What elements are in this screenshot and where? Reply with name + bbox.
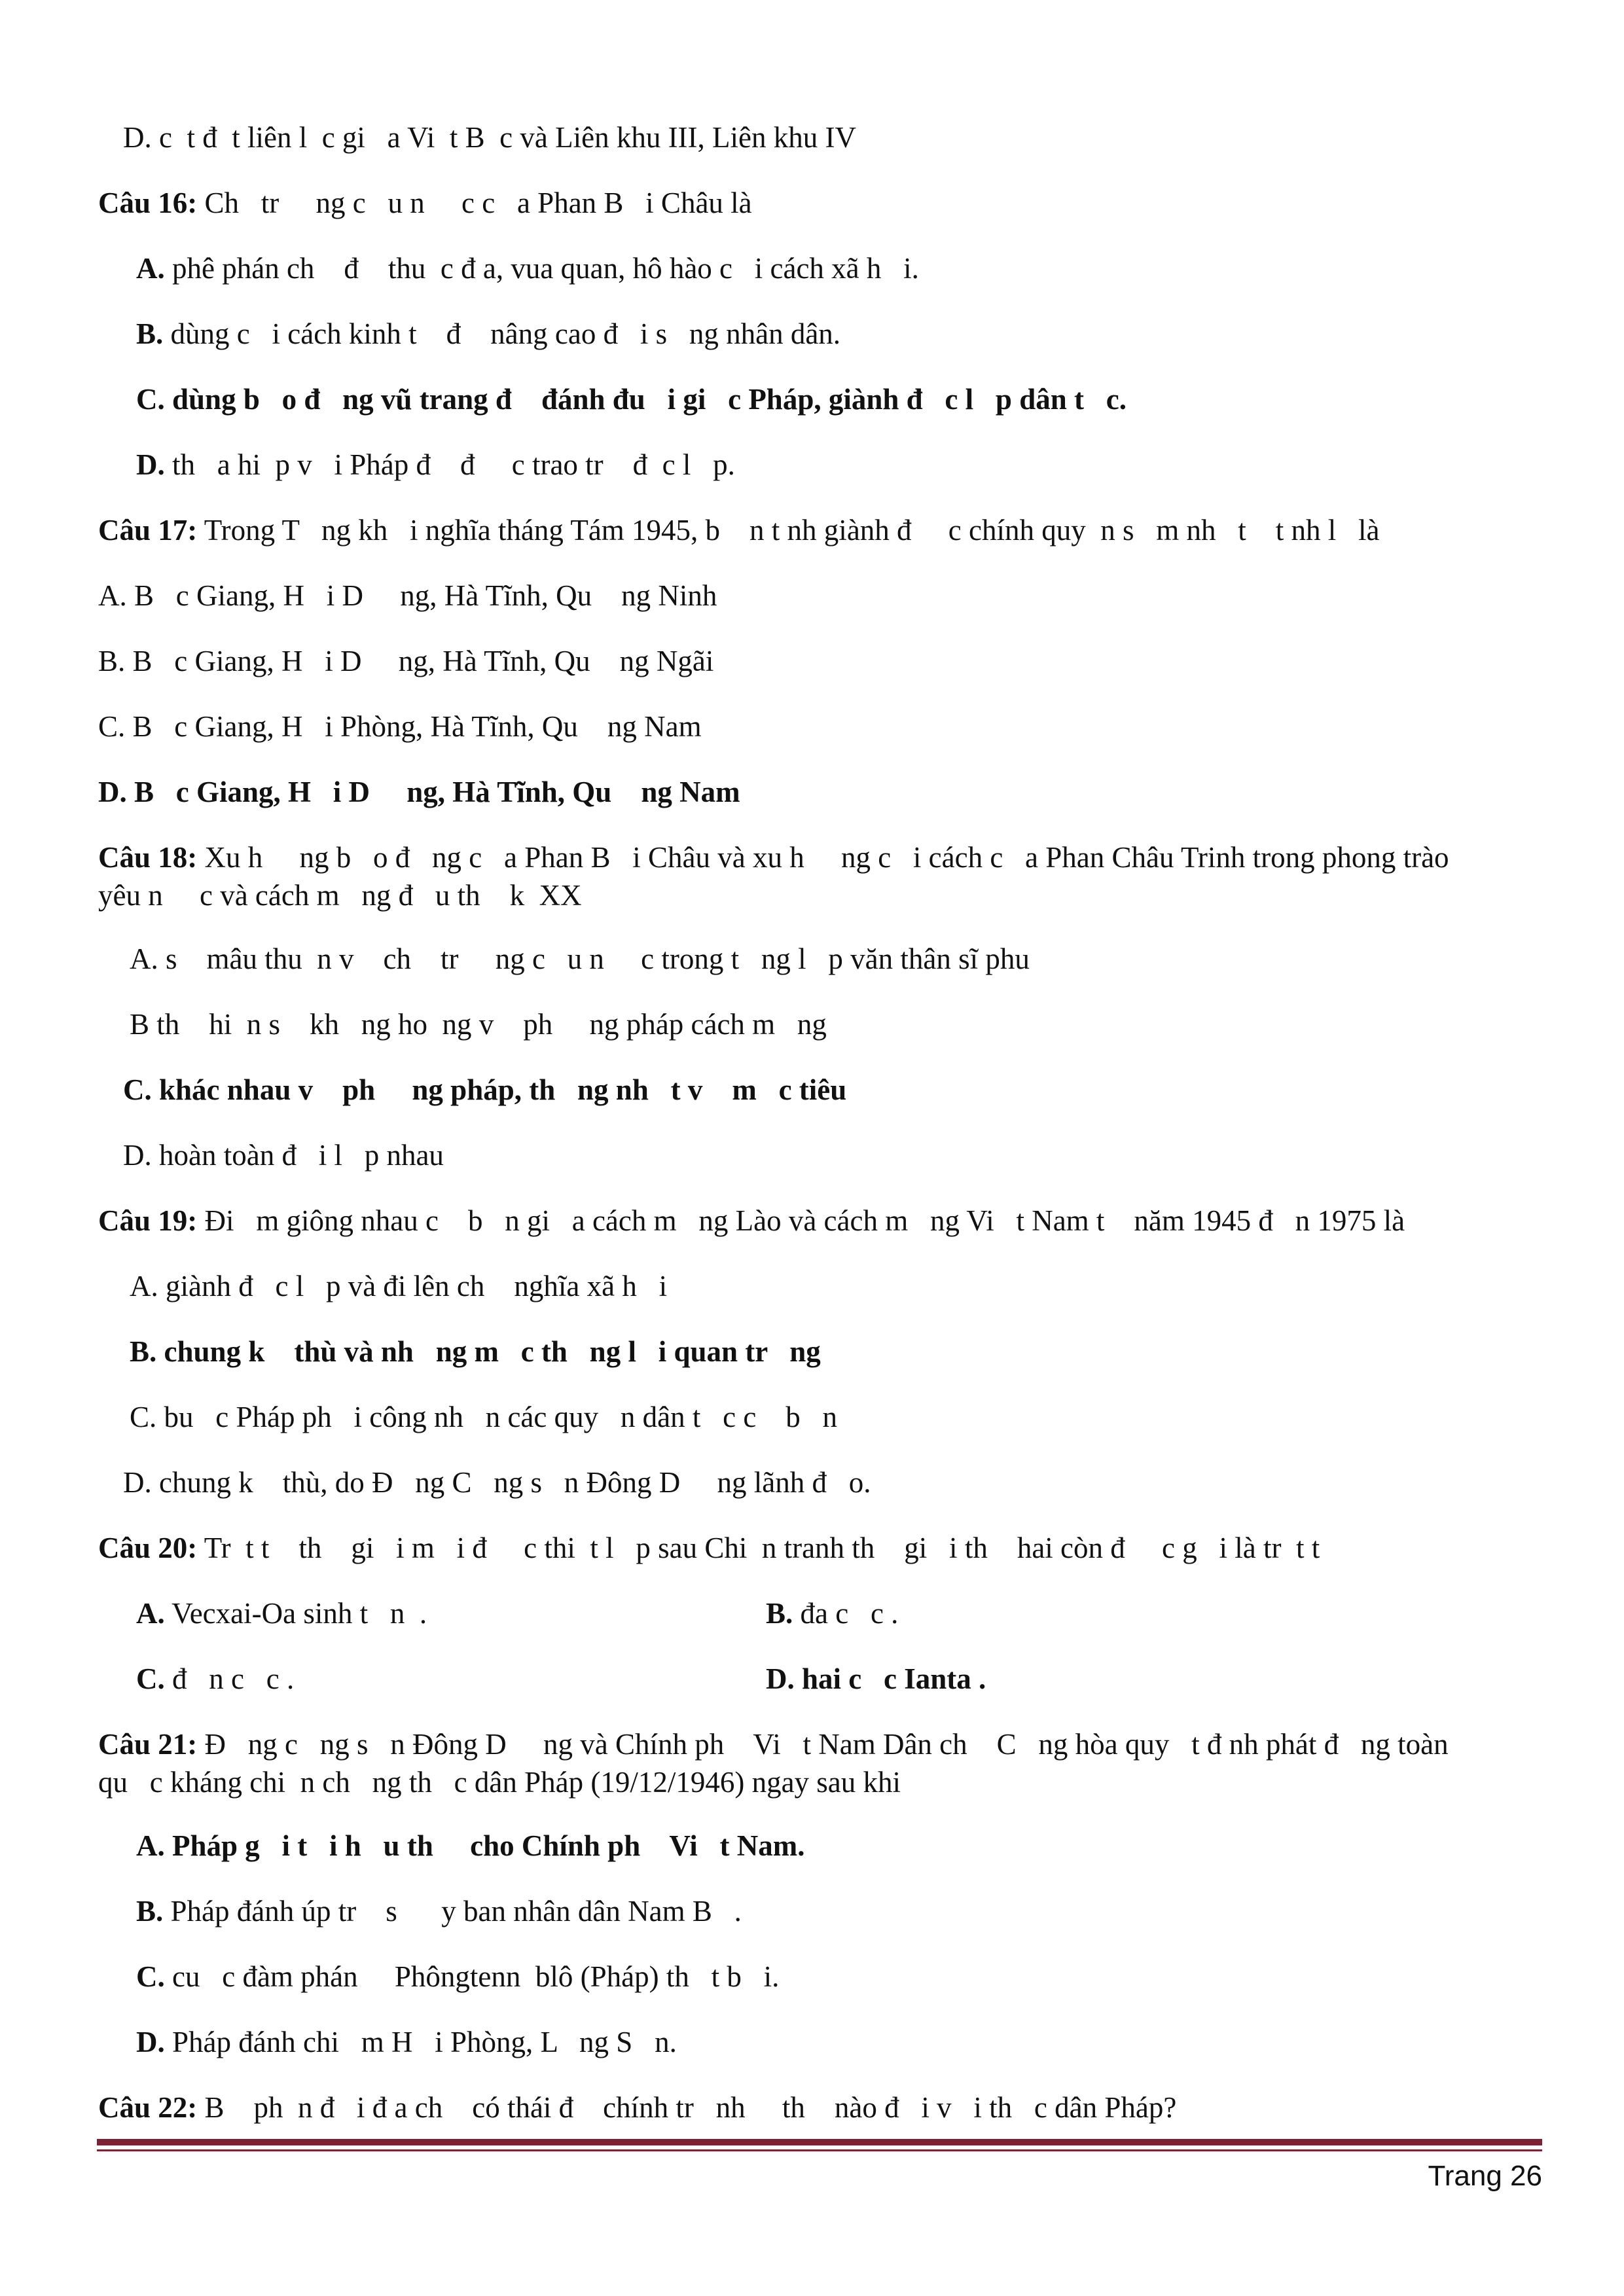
option-text: đa c c .	[793, 1597, 899, 1630]
q19-stem	[98, 1204, 1405, 1238]
footer-rule-thin	[97, 2149, 1542, 2151]
q18-stem-line2: yêu n c và cách m ng đ u th k XX	[98, 879, 582, 912]
q21-option-b	[136, 1895, 742, 1929]
q17-option-a: A. B c Giang, H i D ng, Hà Tĩnh, Qu ng Ninh	[98, 579, 717, 612]
q20-option-d	[766, 1662, 986, 1696]
q17-stem	[98, 514, 1379, 548]
q16-stem-text: Ch tr ng c u n c c a Phan B i Châu là	[197, 187, 752, 219]
q17-option-b: B. B c Giang, H i D ng, Hà Tĩnh, Qu ng Ngãi	[98, 645, 714, 677]
q22-label: Câu 22:	[98, 2091, 198, 2124]
q22-stem	[98, 2091, 1176, 2125]
option-label: D.	[136, 448, 165, 481]
q17-option-c: C. B c Giang, H i Phòng, Hà Tĩnh, Qu ng Nam	[98, 710, 702, 743]
q21-stem-text: Đ ng c ng s n Đông D ng và Chính ph Vi t Nam Dân ch C ng hòa quy t đ nh phát đ ng toàn	[197, 1728, 1449, 1761]
q18-option-c: C. khác nhau v ph ng pháp, th ng nh t v m c tiêu	[123, 1073, 847, 1106]
option-label: C.	[136, 1960, 165, 1993]
option-label: C.	[136, 1662, 165, 1695]
option-text: Pháp g i t i h u th cho Chính ph Vi t Nam.	[164, 1829, 805, 1862]
q20-stem-text: Tr t t th gi i m i đ c thi t l p sau Chi n tranh th gi i th hai còn đ c g i là tr t t	[197, 1532, 1320, 1564]
footer-rule-thick	[97, 2139, 1542, 2145]
q17-label: Câu 17:	[98, 514, 198, 547]
q19-stem-text: Đi m giông nhau c b n gi a cách m ng Lào và cách m ng Vi t Nam t năm 1945 đ n 1975 là	[197, 1204, 1405, 1237]
q16-option-d	[136, 448, 735, 482]
q21-stem	[98, 1728, 1449, 1762]
option-text: th a hi p v i Pháp đ đ c trao tr đ c l p.	[164, 448, 735, 481]
option-text: đ n c c .	[164, 1662, 295, 1695]
q21-stem-line2: qu c kháng chi n ch ng th c dân Pháp (19/12/1946) ngay sau khi	[98, 1766, 901, 1799]
option-text: hai c c Ianta .	[794, 1662, 986, 1695]
option-label: A.	[136, 1829, 165, 1862]
option-label: D.	[766, 1662, 795, 1695]
option-label: B.	[766, 1597, 793, 1630]
q18-label: Câu 18:	[98, 841, 198, 874]
q16-option-b	[136, 317, 840, 351]
q18-option-a: A. s mâu thu n v ch tr ng c u n c trong t ng l p văn thân sĩ phu	[130, 942, 1030, 975]
q16-stem	[98, 187, 752, 221]
q18-stem-text: Xu h ng b o đ ng c a Phan B i Châu và xu h ng c i cách c a Phan Châu Trinh trong phong trào	[197, 841, 1449, 874]
option-text: Pháp đánh chi m H i Phòng, L ng S n.	[164, 2026, 677, 2058]
q20-option-a	[136, 1597, 427, 1631]
q19-option-c: C. bu c Pháp ph i công nh n các quy n dân t c c b n	[130, 1401, 838, 1433]
q16-label: Câu 16:	[98, 187, 198, 219]
q18-option-b: B th hi n s kh ng ho ng v ph ng pháp cách m ng	[130, 1008, 827, 1041]
q19-option-d: D. chung k thù, do Đ ng C ng s n Đông D ng lãnh đ o.	[123, 1466, 871, 1499]
option-text: dùng b o đ ng vũ trang đ đánh đu i gi c Pháp, giành đ c l p dân t c.	[164, 383, 1127, 416]
q21-option-a	[136, 1829, 804, 1863]
q17-stem-text: Trong T ng kh i nghĩa tháng Tám 1945, b n t nh giành đ c chính quy n s m nh t t nh l là	[197, 514, 1380, 547]
option-text: dùng c i cách kinh t đ nâng cao đ i s ng nhân dân.	[163, 317, 841, 350]
option-text: phê phán ch đ thu c đ a, vua quan, hô hào c i cách xã h i.	[164, 252, 919, 285]
q18-stem	[98, 841, 1449, 875]
q20-label: Câu 20:	[98, 1532, 198, 1564]
q20-option-b	[766, 1597, 898, 1631]
q22-stem-text: B ph n đ i đ a ch có thái đ chính tr nh th nào đ i v i th c dân Pháp?	[197, 2091, 1177, 2124]
q16-option-c	[136, 383, 1127, 417]
option-label: C.	[136, 383, 165, 416]
q18-option-d: D. hoàn toàn đ i l p nhau	[123, 1139, 444, 1172]
option-text: Vecxai-Oa sinh t n .	[164, 1597, 427, 1630]
option-text: cu c đàm phán Phôngtenn blô (Pháp) th t b i.	[164, 1960, 780, 1993]
q21-option-d	[136, 2026, 677, 2060]
q20-option-c	[136, 1662, 294, 1696]
q20-stem	[98, 1532, 1320, 1566]
option-label: B.	[136, 317, 164, 350]
option-label: A.	[136, 1597, 165, 1630]
option-text: Pháp đánh úp tr s y ban nhân dân Nam B .	[163, 1895, 742, 1928]
page-number: Trang 26	[1428, 2160, 1542, 2192]
q17-option-d: D. B c Giang, H i D ng, Hà Tĩnh, Qu ng Nam	[98, 776, 740, 808]
q16-option-a	[136, 252, 919, 286]
q21-label: Câu 21:	[98, 1728, 198, 1761]
q15-option-d: D. c t đ t liên l c gi a Vi t B c và Liên khu III, Liên khu IV	[123, 121, 856, 154]
option-label: D.	[136, 2026, 165, 2058]
q19-option-b: B. chung k thù và nh ng m c th ng l i quan tr ng	[130, 1335, 821, 1368]
option-label: B.	[136, 1895, 164, 1928]
q19-label: Câu 19:	[98, 1204, 198, 1237]
q21-option-c	[136, 1960, 779, 1994]
q19-option-a: A. giành đ c l p và đi lên ch nghĩa xã h i	[130, 1270, 668, 1302]
option-label: A.	[136, 252, 165, 285]
